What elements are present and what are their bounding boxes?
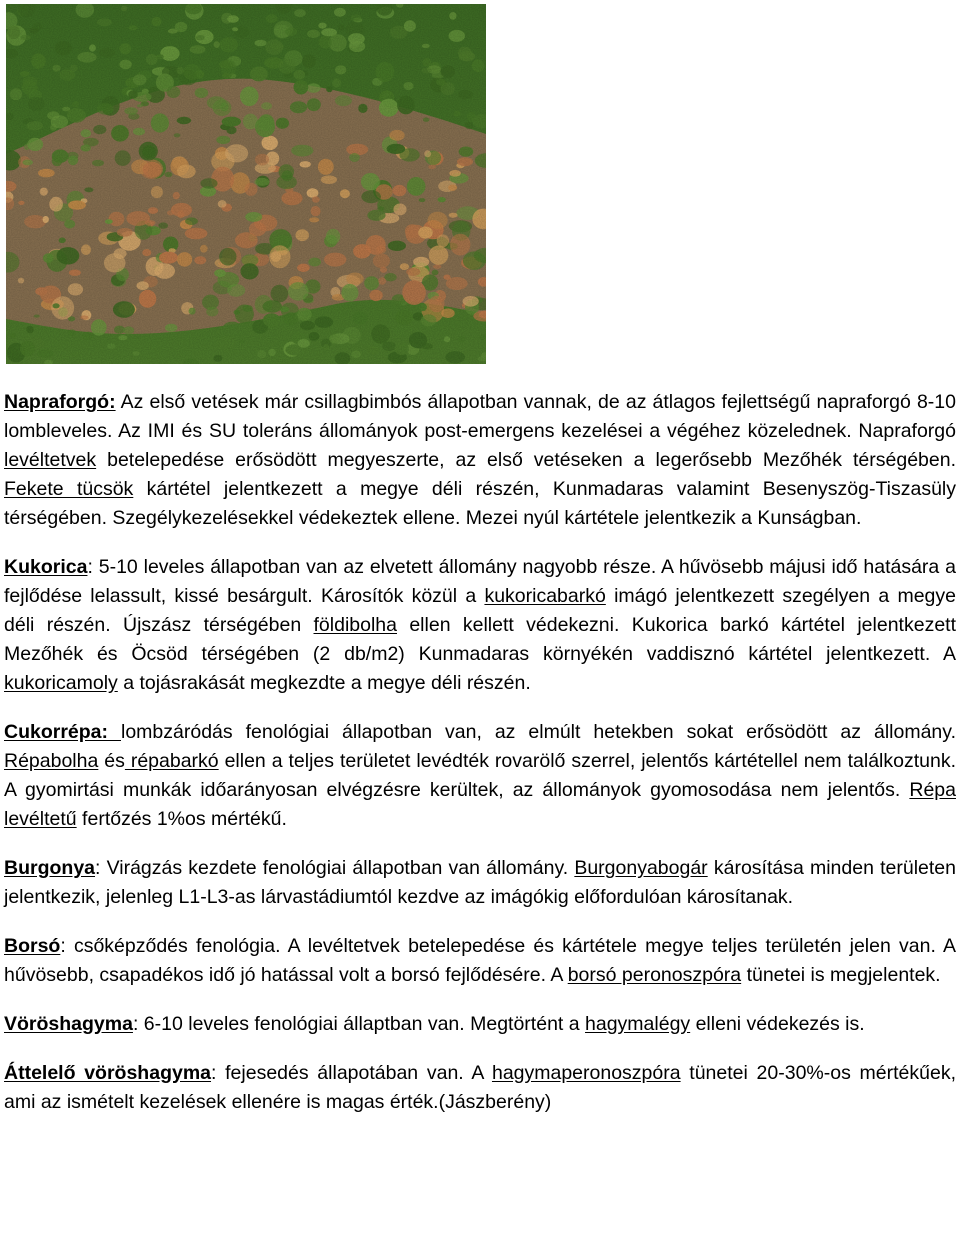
underlined-term: Fekete tücsök [4,478,134,500]
paragraph [4,718,956,834]
paragraph [4,854,956,912]
underlined-term: Répa levéltetű [4,779,956,830]
body-text: : fejesedés állapotában van. A [211,1062,492,1084]
body-text: ellen a teljes területet levédték rovarölő szerrel, jelentős kártétellel nem találkoztunk. A gyomirtási munkák időarányosan elvégzésre kerültek, az állományok gyomosodása nem jelentős. [4,750,956,801]
body-text: Az első vetések már csillagbimbós állapotban vannak, de az átlagos fejlettségű napraforgó 8-10 lombleveles. Az IMI és SU toleráns állományok post-emergens kezelései a végéhez közelednek. Napraforgó [4,391,956,442]
section-heading: Napraforgó: [4,391,116,413]
section-heading: Vöröshagyma [4,1013,133,1035]
body-text: imágó jelentkezett szegélyen a megye déli részén. Újszász térségében [4,585,956,636]
underlined-term: borsó peronoszpóra [567,964,742,986]
body-text: ellen kellett védekezni. Kukorica barkó kártétel jelentkezett Mezőhék és Öcsöd térségében (2 db/m2) Kunmadaras környékén vaddisznó kártétel jelentkezett. A [4,614,956,665]
body-text: betelepedése erősödött megyeszerte, az első vetéseken a legerősebb Mezőhék térségében. [96,449,956,471]
body-text: elleni védekezés is. [690,1013,865,1035]
field-photo-image [6,4,486,364]
paragraph [4,1059,956,1117]
body-text: károsítása minden területen jelentkezik, jelenleg L1-L3-as lárvastádiumtól kezdve az imágókig előfordulóan károsítanak. [4,857,956,908]
paragraph [4,553,956,698]
section-heading: Kukorica [4,556,88,578]
report-text [4,388,956,1117]
paragraph [4,932,956,990]
body-text: : csőképződés fenológia. A levéltetvek betelepedése és kártétele megye teljes területén jelen van. A hűvösebb, csapadékos idő jó hatással volt a borsó fejlődésére. A [4,935,956,986]
section-heading: Áttelelő vöröshagyma [4,1062,212,1084]
underlined-term: földibolha [313,614,397,636]
body-text: tünetei is megjelentek. [741,964,941,986]
underlined-term: levéltetvek [4,449,97,471]
body-text: : 6-10 leveles fenológiai állaptban van. Megtörtént a [132,1013,586,1035]
body-text: : 5-10 leveles állapotban van az elvetett állomány nagyobb része. A hűvösebb májusi idő hatására a fejlődése lelassult, kissé besárgult. Károsítók közül a [4,556,956,607]
body-text: kártétel jelentkezett a megye déli részén, Kunmadaras valamint Besenyszög-Tiszasüly térségében. Szegélykezelésekkel védekeztek ellene. Mezei nyúl kártétele jelentkezik a Kunságban. [4,478,957,529]
paragraph [4,388,956,533]
underlined-term: répabarkó [124,750,219,772]
body-text: a tojásrakását megkezdte a megye déli részén. [117,672,531,694]
underlined-term: hagymaperonoszpóra [491,1062,681,1084]
body-text: és [98,750,125,772]
body-text: fertőzés 1%os mértékű. [76,808,287,830]
underlined-term: Répabolha [4,750,99,772]
paragraph [4,1010,956,1039]
underlined-term: kukoricamoly [4,672,118,694]
body-text: tünetei 20-30%-os mértékűek, ami az ismételt kezelések ellenére is magas érték.(Jászberény) [4,1062,956,1113]
underlined-term: hagymalégy [585,1013,691,1035]
underlined-term: Burgonyabogár [574,857,708,879]
photo-grain [6,4,486,364]
underlined-term: kukoricabarkó [484,585,606,607]
section-heading: Cukorrépa: [4,721,121,743]
body-text: lombzáródás fenológiai állapotban van, az elmúlt hetekben sokat erősödött az állomány. [121,721,956,743]
section-heading: Burgonya [4,857,96,879]
body-text: : Virágzás kezdete fenológiai állapotban van állomány. [95,857,575,879]
field-photo [6,4,486,364]
section-heading: Borsó [4,935,61,957]
